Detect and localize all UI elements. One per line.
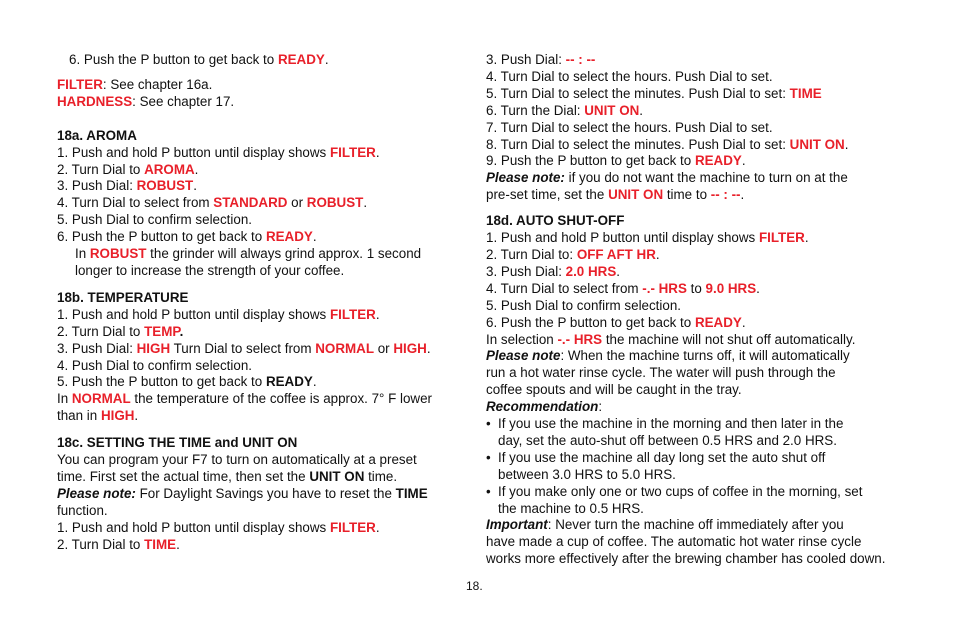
step: 4. Turn Dial to select from -.- HRS to 9.0 HRS.	[486, 280, 760, 296]
section-temperature	[57, 290, 467, 425]
step: 5. Push Dial to confirm selection.	[57, 212, 252, 228]
intro-step: 6. Push the P button to get back to READY.	[69, 52, 329, 67]
hardness-reference: HARDNESS: See chapter 17.	[57, 93, 235, 109]
left-column	[57, 52, 467, 553]
bullet-icon: •	[486, 483, 491, 499]
list-item: • If you use the machine in the morning and then later in the day, set the auto-shut off between 0.5 HRS and 2.0 HRS.	[486, 416, 844, 448]
time-note: Please note: For Daylight Savings you have to reset the TIME	[57, 485, 428, 501]
section-time	[57, 435, 467, 553]
section-auto-shutoff	[486, 213, 906, 568]
list-item: • If you make only one or two cups of coffee in the morning, set the machine to 0.5 HRS.	[486, 483, 863, 516]
step: 6. Turn the Dial: UNIT ON.	[486, 102, 644, 118]
step: 5. Push the P button to get back to READY.	[57, 374, 317, 390]
list-item: • If you use the machine all day long set the auto shut off between 3.0 HRS to 5.0 HRS.	[486, 449, 826, 482]
right-column	[486, 52, 906, 568]
step: 1. Push and hold P button until display shows FILTER.	[57, 144, 380, 160]
unit-on-note-line2: pre-set time, set the UNIT ON time to -- : --.	[486, 187, 745, 203]
important-note-line2: have made a cup of coffee. The automatic hot water rinse cycle	[486, 534, 862, 550]
filter-reference: FILTER: See chapter 16a.	[57, 76, 213, 92]
section-time-continued	[486, 52, 906, 204]
paragraph: You can program your F7 to turn on automatically at a preset	[57, 452, 417, 468]
section-heading: 18a. AROMA	[57, 127, 137, 143]
section-heading: 18c. SETTING THE TIME and UNIT ON	[57, 435, 298, 451]
step: 6. Push the P button to get back to READY.	[486, 314, 746, 330]
step: 9. Push the P button to get back to READY.	[486, 153, 746, 169]
bullet-icon: •	[486, 416, 491, 432]
step: 3. Push Dial: ROBUST.	[57, 178, 197, 194]
time-note-line2: function.	[57, 502, 108, 518]
step: 4. Push Dial to confirm selection.	[57, 357, 252, 373]
step: 1. Push and hold P button until display shows FILTER.	[57, 306, 380, 322]
step: 2. Turn Dial to: OFF AFT HR.	[486, 246, 660, 262]
step: 3. Push Dial: HIGH Turn Dial to select from NORMAL or HIGH.	[57, 340, 431, 356]
unit-on-note: Please note: if you do not want the machine to turn on at the	[486, 170, 848, 186]
step: 5. Turn Dial to select the minutes. Push Dial to set: TIME	[486, 85, 822, 101]
step: 8. Turn Dial to select the minutes. Push Dial to set: UNIT ON.	[486, 136, 849, 152]
recommendation-label: Recommendation:	[486, 399, 603, 415]
step: 3. Push Dial: 2.0 HRS.	[486, 263, 620, 279]
step: 2. Turn Dial to TEMP.	[57, 323, 184, 339]
aroma-note: In ROBUST the grinder will always grind approx. 1 second	[75, 246, 422, 262]
section-aroma	[57, 128, 467, 280]
paragraph: time. First set the actual time, then set the UNIT ON time.	[57, 468, 398, 484]
step: 1. Push and hold P button until display shows FILTER.	[486, 230, 809, 246]
section-heading: 18b. TEMPERATURE	[57, 289, 189, 305]
aroma-note-line2: longer to increase the strength of your coffee.	[75, 262, 345, 278]
page-number: 18.	[466, 579, 483, 593]
step: 4. Turn Dial to select from STANDARD or ROBUST.	[57, 195, 368, 211]
important-note: Important: Never turn the machine off immediately after you	[486, 517, 844, 533]
step: 5. Push Dial to confirm selection.	[486, 297, 681, 313]
step: 2. Turn Dial to TIME.	[57, 536, 180, 552]
step: 2. Turn Dial to AROMA.	[57, 161, 199, 177]
step: 4. Turn Dial to select the hours. Push Dial to set.	[486, 68, 773, 84]
step: 7. Turn Dial to select the hours. Push Dial to set.	[486, 119, 773, 135]
important-note-line3: works more effectively after the brewing chamber has cooled down.	[486, 551, 886, 567]
section-heading: 18d. AUTO SHUT-OFF	[486, 213, 625, 229]
temperature-note: In NORMAL the temperature of the coffee is approx. 7° F lower	[57, 391, 433, 407]
rinse-note-line2: run a hot water rinse cycle. The water will push through the	[486, 365, 836, 381]
rinse-note: Please note: When the machine turns off, it will automatically	[486, 348, 850, 364]
bullet-icon: •	[486, 449, 491, 465]
temperature-note-line2: than in HIGH.	[57, 408, 139, 424]
selection-note: In selection -.- HRS the machine will not shut off automatically.	[486, 331, 856, 347]
rinse-note-line3: coffee spouts and will be caught in the tray.	[486, 382, 742, 398]
step: 3. Push Dial: -- : --	[486, 52, 596, 67]
step: 1. Push and hold P button until display shows FILTER.	[57, 519, 380, 535]
step: 6. Push the P button to get back to READY.	[57, 229, 317, 245]
